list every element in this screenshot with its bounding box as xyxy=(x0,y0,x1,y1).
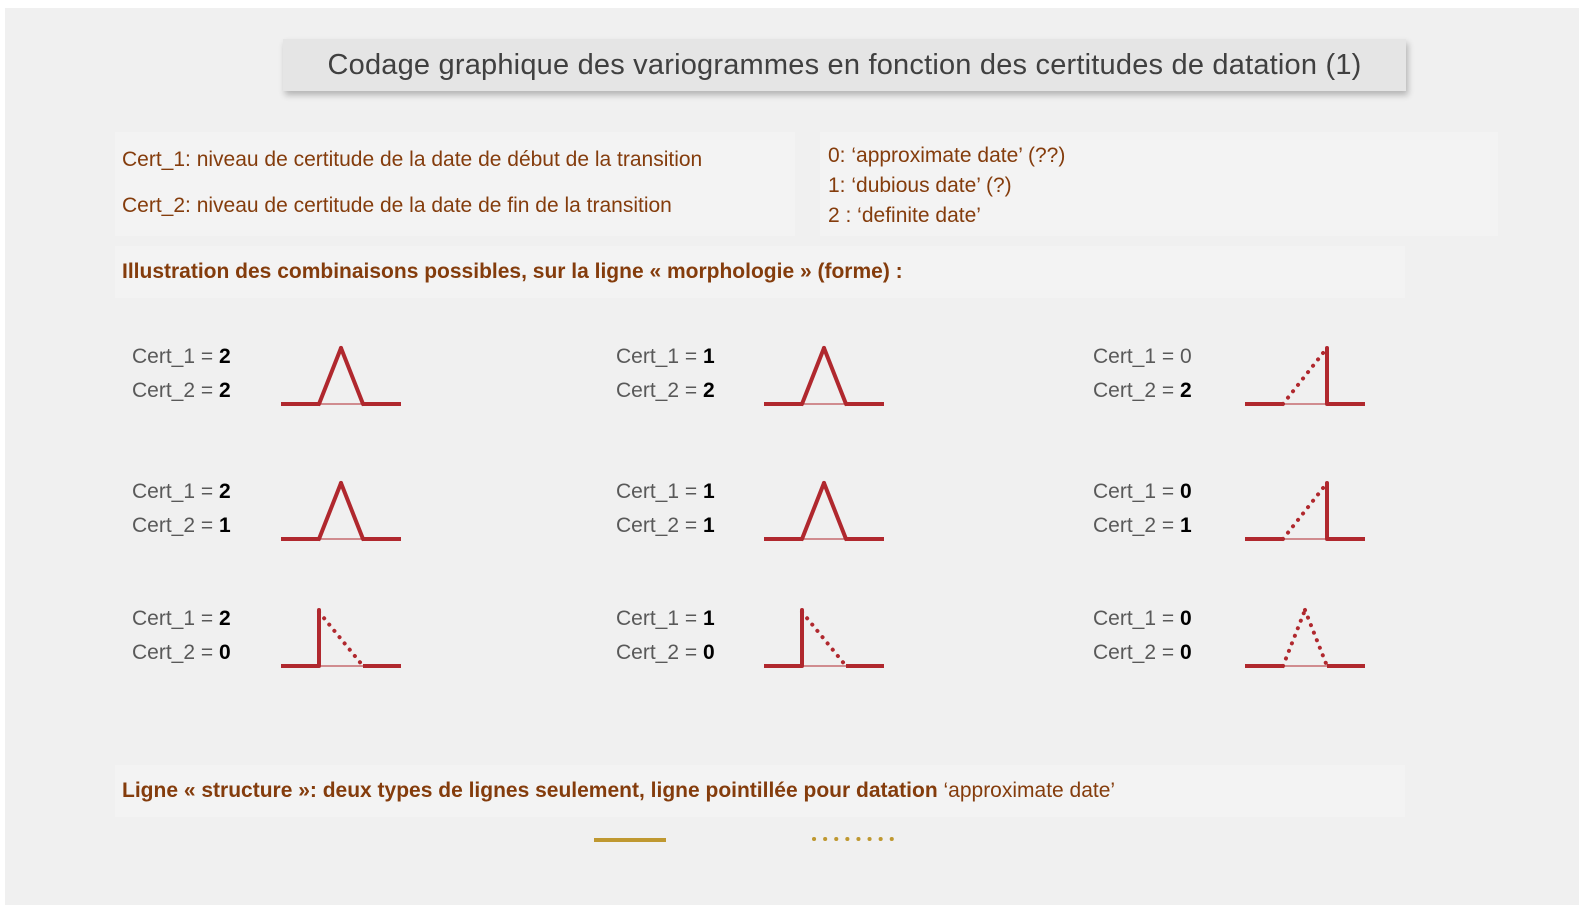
cert1-value-line xyxy=(1093,475,1192,509)
cert2-label: Cert_2 = xyxy=(616,379,703,402)
variogram-glyph xyxy=(277,604,401,674)
variogram-glyph xyxy=(760,342,884,412)
cert2-value: 1 xyxy=(218,514,231,537)
cert1-value: 0 xyxy=(1179,345,1192,368)
combination-label xyxy=(616,602,715,670)
cert2-value-line xyxy=(132,636,231,670)
variogram-glyph xyxy=(1241,477,1365,547)
combination-label xyxy=(132,602,231,670)
combination-label xyxy=(616,475,715,543)
cert1-value: 2 xyxy=(218,480,231,503)
cert1-label: Cert_1 = xyxy=(1093,345,1180,368)
cert2-value: 2 xyxy=(1179,379,1192,402)
cert1-value: 1 xyxy=(702,607,715,630)
illustration-heading: Illustration des combinaisons possibles, sur la ligne « morphologie » (forme) : xyxy=(122,260,903,283)
cert1-value-line xyxy=(1093,602,1192,636)
structure-dotted-line-sample xyxy=(810,832,900,846)
variogram-glyph xyxy=(277,477,401,547)
cert1-label: Cert_1 = xyxy=(132,345,219,368)
combination-label xyxy=(616,340,715,408)
cert1-value: 0 xyxy=(1179,607,1192,630)
code-1: 1: ‘dubious date’ (?) xyxy=(828,174,1012,197)
structure-solid-line-sample xyxy=(590,832,670,846)
cert1-label: Cert_1 = xyxy=(616,480,703,503)
structure-heading-bold: Ligne « structure »: deux types de lignes seulement, ligne pointillée pour datation xyxy=(122,779,938,802)
cert2-definition: Cert_2: niveau de certitude de la date de fin de la transition xyxy=(122,194,672,217)
cert2-value: 2 xyxy=(702,379,715,402)
slide xyxy=(5,8,1579,905)
cert1-label: Cert_1 = xyxy=(132,480,219,503)
cert1-value-line xyxy=(616,602,715,636)
structure-heading xyxy=(122,779,1115,803)
cert2-value: 0 xyxy=(702,641,715,664)
cert2-value: 1 xyxy=(702,514,715,537)
cert2-label: Cert_2 = xyxy=(132,641,219,664)
cert2-value-line xyxy=(1093,374,1192,408)
cert2-label: Cert_2 = xyxy=(132,379,219,402)
variogram-glyph xyxy=(760,477,884,547)
cert2-label: Cert_2 = xyxy=(132,514,219,537)
code-0: 0: ‘approximate date’ (??) xyxy=(828,144,1066,167)
cert2-value-line xyxy=(132,509,231,543)
cert1-label: Cert_1 = xyxy=(1093,607,1180,630)
variogram-glyph xyxy=(277,342,401,412)
combination-label xyxy=(1093,602,1192,670)
cert1-value-line xyxy=(132,340,231,374)
cert1-value-line xyxy=(132,475,231,509)
structure-heading-panel xyxy=(115,765,1405,817)
cert2-value: 1 xyxy=(1179,514,1192,537)
cert2-label: Cert_2 = xyxy=(1093,379,1180,402)
cert2-value-line xyxy=(616,374,715,408)
combination-label xyxy=(132,340,231,408)
slide-title: Codage graphique des variogrammes en fonction des certitudes de datation (1) xyxy=(283,39,1406,91)
structure-heading-normal: ‘approximate date’ xyxy=(937,779,1116,802)
cert1-value: 1 xyxy=(702,345,715,368)
code-2: 2 : ‘definite date’ xyxy=(828,204,981,227)
cert1-label: Cert_1 = xyxy=(616,607,703,630)
cert2-value: 0 xyxy=(218,641,231,664)
cert2-value: 0 xyxy=(1179,641,1192,664)
cert1-value-line xyxy=(1093,340,1192,374)
codes-panel xyxy=(820,132,1498,236)
illustration-heading-panel xyxy=(115,246,1405,298)
cert2-label: Cert_2 = xyxy=(1093,641,1180,664)
cert1-value: 0 xyxy=(1179,480,1192,503)
combination-label xyxy=(1093,475,1192,543)
cert1-value-line xyxy=(616,475,715,509)
cert2-value-line xyxy=(1093,636,1192,670)
cert2-value-line xyxy=(132,374,231,408)
cert1-value: 2 xyxy=(218,345,231,368)
cert2-value-line xyxy=(616,509,715,543)
cert2-value-line xyxy=(1093,509,1192,543)
cert1-value: 1 xyxy=(702,480,715,503)
combination-label xyxy=(1093,340,1192,408)
cert1-value-line xyxy=(132,602,231,636)
cert2-value-line xyxy=(616,636,715,670)
cert2-label: Cert_2 = xyxy=(616,514,703,537)
cert1-value: 2 xyxy=(218,607,231,630)
variogram-glyph xyxy=(760,604,884,674)
variogram-glyph xyxy=(1241,342,1365,412)
cert1-value-line xyxy=(616,340,715,374)
definitions-panel xyxy=(115,132,795,236)
cert2-label: Cert_2 = xyxy=(1093,514,1180,537)
cert2-label: Cert_2 = xyxy=(616,641,703,664)
combination-label xyxy=(132,475,231,543)
cert1-label: Cert_1 = xyxy=(616,345,703,368)
cert2-value: 2 xyxy=(218,379,231,402)
cert1-definition: Cert_1: niveau de certitude de la date de début de la transition xyxy=(122,148,703,171)
cert1-label: Cert_1 = xyxy=(1093,480,1180,503)
variogram-glyph xyxy=(1241,604,1365,674)
cert1-label: Cert_1 = xyxy=(132,607,219,630)
